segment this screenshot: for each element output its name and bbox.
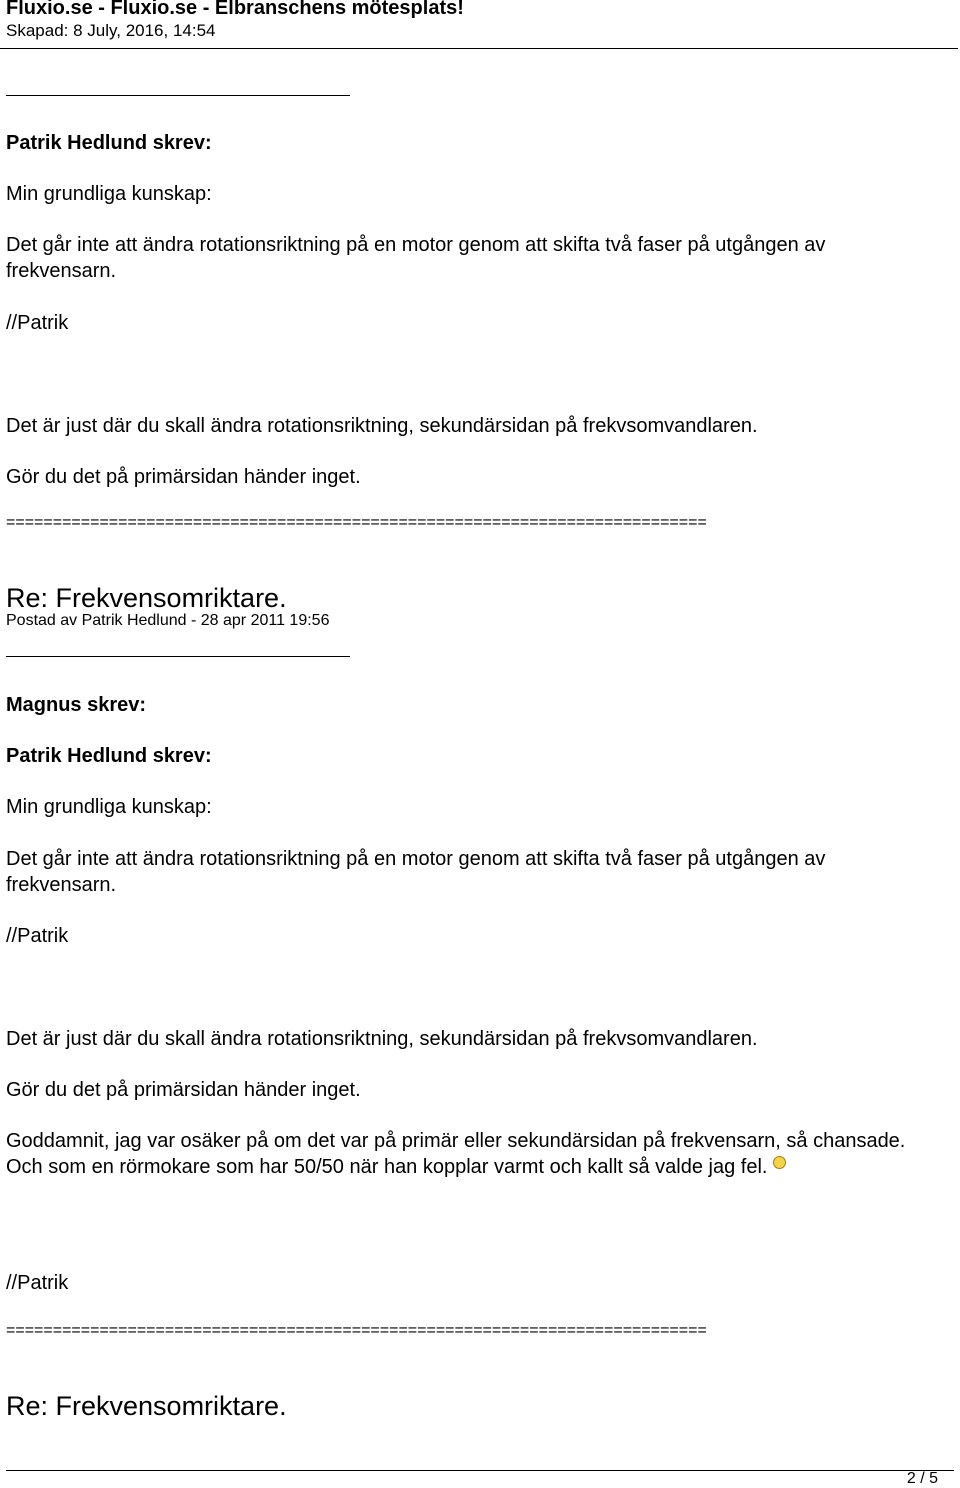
post-separator: =========================================================================== [6, 514, 707, 531]
quote-text: Min grundliga kunskap: [6, 183, 212, 205]
quote-divider [6, 95, 350, 96]
post-meta: Postad av Patrik Hedlund - 28 apr 2011 19:56 [6, 612, 330, 629]
post-signature: //Patrik [6, 1272, 69, 1294]
quote-divider [6, 656, 350, 657]
quote-text: Min grundliga kunskap: [6, 796, 212, 818]
quote-author: Magnus skrev: [6, 694, 147, 716]
reply-text: Det är just där du skall ändra rotationsriktning, sekundärsidan på frekvsomvandlaren. [6, 415, 758, 437]
header-divider [0, 48, 958, 49]
quote-author: Patrik Hedlund skrev: [6, 745, 212, 767]
post-title: Re: Frekvensomriktare. [6, 583, 287, 613]
answer-text [6, 1154, 786, 1180]
post-title: Re: Frekvensomriktare. [6, 1391, 287, 1421]
quote-author: Patrik Hedlund skrev: [6, 132, 212, 154]
quote-text: frekvensarn. [6, 874, 117, 896]
reply-text: Det är just där du skall ändra rotationsriktning, sekundärsidan på frekvsomvandlaren. [6, 1028, 758, 1050]
site-title: Fluxio.se - Fluxio.se - Elbranschens mötesplats! [6, 0, 464, 19]
created-date: Skapad: 8 July, 2016, 14:54 [6, 21, 216, 40]
page-number: 2 / 5 [906, 1470, 938, 1487]
quote-text: frekvensarn. [6, 260, 117, 282]
reply-text: Gör du det på primärsidan händer inget. [6, 466, 361, 488]
quote-text: Det går inte att ändra rotationsriktning på en motor genom att skifta två faser på utgången av [6, 234, 826, 256]
quote-signature: //Patrik [6, 925, 69, 947]
quote-signature: //Patrik [6, 312, 69, 334]
quote-text: Det går inte att ändra rotationsriktning på en motor genom att skifta två faser på utgången av [6, 848, 826, 870]
reply-text: Gör du det på primärsidan händer inget. [6, 1079, 361, 1101]
post-separator: =========================================================================== [6, 1322, 707, 1339]
answer-line: Och som en rörmokare som har 50/50 när han kopplar varmt och kallt så valde jag fel. [6, 1156, 768, 1178]
embarrassed-smiley-icon [773, 1156, 786, 1169]
answer-text: Goddamnit, jag var osäker på om det var på primär eller sekundärsidan på frekvensarn, så chansade. [6, 1130, 906, 1152]
footer-divider [6, 1470, 954, 1471]
